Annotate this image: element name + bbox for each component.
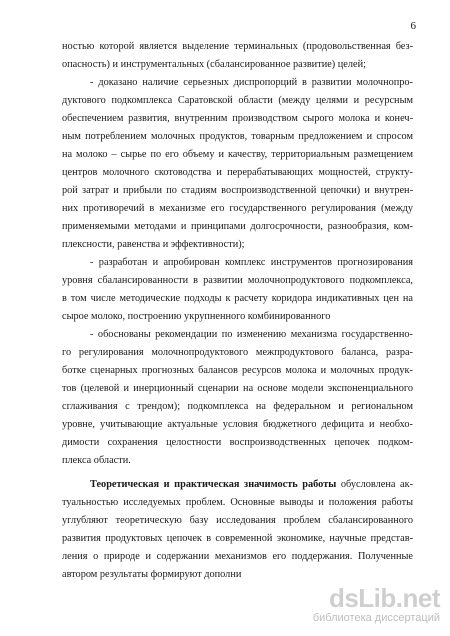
text-line: автором результаты формируют дополни <box>62 569 242 580</box>
text-line: плекса области. <box>62 455 131 466</box>
text-line: ностью которой является выделение терминальных (продовольственная без- <box>62 41 413 52</box>
text-line: уровне, учитывающие актуальные условия бюджетного дефицита и необхо- <box>62 419 413 430</box>
text-line: дуктового подкомплекса Саратовской области (между целями и ресурсным <box>62 95 413 106</box>
text-line: уровня сбалансированности в развитии молочнопродуктового подкомплекса, <box>62 275 413 286</box>
text-line: них противоречий в механизме его государственного регулирования (между <box>62 203 413 214</box>
document-body <box>62 38 413 584</box>
text-line: обеспечением развития, внутренним производством сырого молока и конеч- <box>62 113 413 124</box>
text-line <box>62 476 413 494</box>
text-line: сглаживания с трендом); подкомплекса на федеральном и региональном <box>62 401 413 412</box>
watermark <box>304 584 444 630</box>
text-line: опасность) и инструментальных (сбалансированное развитие) целей; <box>62 59 366 70</box>
page-number: 6 <box>410 20 416 32</box>
bold-lead: Теоретическая и практическая значимость работы <box>90 479 337 490</box>
text-line: ным потреблением молочных продуктов, товарным предложением и спросом <box>62 131 413 142</box>
text-line: сырое молоко, построению укрупненного комбинированного <box>62 311 331 322</box>
text-line: применяемыми методами и принципами долгосрочности, разнообразия, ком- <box>62 221 413 232</box>
text-line: туальностью исследуемых проблем. Основные выводы и положения работы <box>62 497 413 508</box>
text-line: на молоко – сырье по его объему и качеству, территориальным размещением <box>62 149 413 160</box>
text-line: плексности, равенства и эффективности); <box>62 239 245 250</box>
text-line: - разработан и апробирован комплекс инструментов прогнозирования <box>90 257 413 268</box>
bold-lead-rest: обусловлена ак- <box>336 479 413 490</box>
watermark-logo: dsLib.net <box>328 583 440 613</box>
text-line: ботке сценарных прогнозных балансов ресурсов молока и молочных продук- <box>62 365 413 376</box>
text-line: - доказано наличие серьезных диспропорций в развитии молочнопро- <box>90 77 413 88</box>
text-line: углубляют теоретическую базу исследования проблем сбалансированного <box>62 515 413 526</box>
text-line: в том числе методические подходы к расчету коридора индикативных цен на <box>62 293 413 304</box>
text-line: развития продуктовых цепочек в современной экономике, научные представ- <box>62 533 413 544</box>
text-line: - обоснованы рекомендации по изменению механизма государственно- <box>90 329 413 340</box>
text-line: тов (целевой и инерционный сценарии на основе модели экспоненциального <box>62 383 413 394</box>
text-line: димости сохранения целостности воспроизводственных цепочек подком- <box>62 437 413 448</box>
text-line: центров молочного скотоводства и перерабатывающих мощностей, структу- <box>62 167 413 178</box>
watermark-subtitle: библиотека диссертаций <box>312 612 440 624</box>
text-line: рой затрат и прибыли по стадиям воспроизводственной цепочки) и внутрен- <box>62 185 413 196</box>
text-line: ления о природе и содержании механизмов его поддержания. Полученные <box>62 551 413 562</box>
text-line: го регулирования молочнопродуктового межпродуктового баланса, разра- <box>62 347 413 358</box>
